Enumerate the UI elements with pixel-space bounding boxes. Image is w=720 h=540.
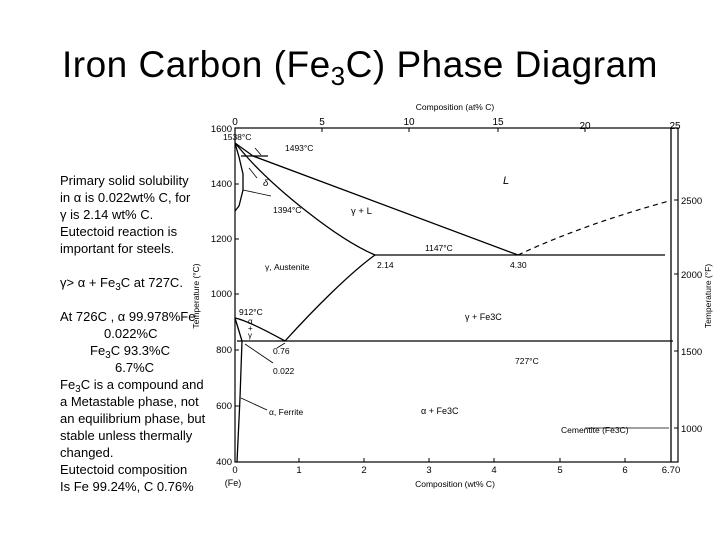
- note-line: stable unless thermally: [60, 428, 193, 443]
- top-tick-label: 15: [492, 117, 504, 128]
- label-cementite: Cementite (Fe3C): [561, 425, 629, 435]
- label-1493: 1493°C: [285, 143, 314, 153]
- region-delta: δ: [263, 178, 269, 189]
- note-line: changed.: [60, 445, 114, 460]
- alpha-solvus-line: [235, 318, 242, 462]
- bottom-axis-title: Composition (wt% C): [415, 479, 495, 489]
- right-axis-title: Temperature (°F): [703, 263, 713, 329]
- region-gamma-fe3c: γ + Fe3C: [465, 312, 502, 322]
- label-1538: 1538°C: [223, 132, 252, 142]
- left-tick-label: 600: [216, 401, 232, 412]
- label-1394: 1394°C: [273, 205, 302, 215]
- left-tick-label: 1000: [210, 289, 232, 300]
- delta-boundary-line: [235, 143, 243, 211]
- eutectoid-reaction-note: $\gamma> \alpha + Fe_3C$ at 727C.: [60, 275, 183, 293]
- note-line: At 726C , α 99.978%Fe: [60, 309, 196, 324]
- region-gamma-liquid: γ + L: [351, 206, 372, 217]
- bottom-tick-label: 5: [557, 465, 563, 476]
- top-tick-label: 0: [232, 117, 238, 128]
- phase-diagram: [185, 98, 715, 498]
- right-tick-label: 2500: [681, 196, 703, 207]
- bottom-tick-label: 1: [296, 465, 302, 476]
- region-alpha-fe3c: α + Fe3C: [421, 406, 459, 416]
- fe3c-composition-note: $Fe_3C$ 93.3%C: [90, 343, 170, 361]
- note-line: in α is 0.022wt% C, for: [60, 190, 191, 205]
- label-0-76: 0.76: [273, 346, 290, 356]
- note-line: a Metastable phase, not: [60, 394, 199, 409]
- note-line: 6.7%C: [115, 360, 155, 375]
- label-2-14: 2.14: [377, 260, 394, 270]
- left-tick-label: 1200: [210, 234, 232, 245]
- region-alpha-gamma-plus: +: [248, 324, 253, 333]
- bottom-tick-label: 2: [361, 465, 367, 476]
- note-line: Eutectoid reaction is: [60, 224, 178, 239]
- bottom-tick-label: 6.70: [661, 465, 681, 476]
- right-tick-label: 2000: [681, 270, 703, 281]
- top-tick-label: 5: [319, 117, 325, 128]
- bottom-tick-label: 3: [426, 465, 432, 476]
- region-ferrite: α, Ferrite: [269, 407, 304, 417]
- label-912: 912°C: [239, 307, 263, 317]
- top-tick-label: 25: [669, 121, 681, 132]
- label-1147: 1147°C: [425, 243, 453, 253]
- fe3c-liquidus-line: [518, 201, 669, 255]
- note-line: an equilibrium phase, but: [60, 411, 206, 426]
- left-tick-label: 1400: [210, 179, 232, 190]
- a3-line: [235, 318, 285, 341]
- region-alpha-gamma-a: α: [248, 317, 253, 326]
- left-tick-label: 400: [216, 457, 232, 468]
- region-alpha-gamma-g: γ: [248, 331, 252, 340]
- note-line: 0.022%C: [104, 326, 158, 341]
- top-tick-label: 10: [403, 117, 415, 128]
- region-austenite: γ, Austenite: [265, 262, 310, 272]
- top-tick-label: 20: [579, 121, 591, 132]
- right-tick-label: 1500: [681, 347, 703, 358]
- left-tick-label: 1600: [210, 124, 232, 135]
- page-title: Iron Carbon $(Fe_3C)$ Phase Diagram: [62, 44, 658, 91]
- note-line: γ is 2.14 wt% C.: [60, 207, 154, 222]
- bottom-tick-label: 4: [491, 465, 497, 476]
- note-line: Primary solid solubility: [60, 173, 189, 188]
- label-4-30: 4.30: [510, 260, 527, 270]
- region-liquid: L: [503, 175, 510, 187]
- bottom-origin-label: (Fe): [224, 478, 242, 488]
- label-727: 727°C: [515, 356, 539, 366]
- bottom-tick-label: 0: [232, 465, 238, 476]
- label-0-022: 0.022: [273, 366, 295, 376]
- note-line: Eutectoid composition: [60, 462, 188, 477]
- note-line: important for steels.: [60, 241, 175, 256]
- left-tick-label: 800: [216, 345, 232, 356]
- left-axis-title: Temperature (°C): [191, 263, 201, 329]
- notes-panel: [60, 172, 205, 495]
- bottom-tick-label: 6: [622, 465, 628, 476]
- note-line: Is Fe 99.24%, C 0.76%: [60, 479, 194, 494]
- right-tick-label: 1000: [681, 424, 703, 435]
- fe3c-compound-note: $Fe_3C$ is a compound and: [60, 377, 204, 395]
- top-axis-title: Composition (at% C): [415, 102, 495, 112]
